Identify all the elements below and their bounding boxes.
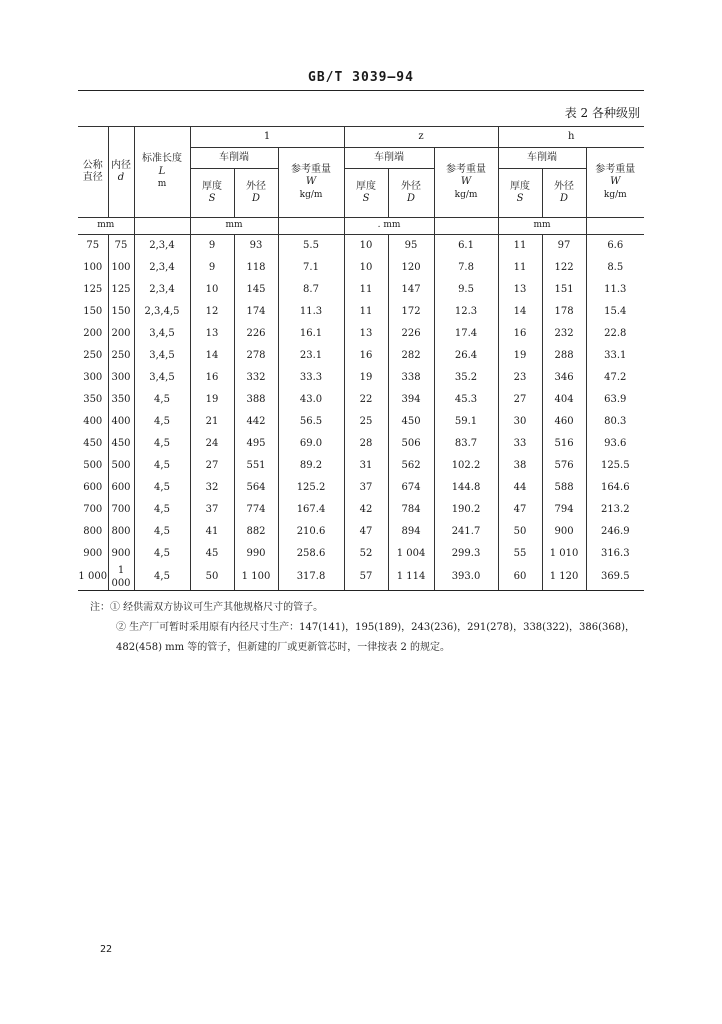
cell-s3: 11 xyxy=(498,257,542,279)
cell-w3: 93.6 xyxy=(586,433,644,455)
cell-s2: 19 xyxy=(344,367,388,389)
cell-d1: 93 xyxy=(234,235,278,258)
page-number: 22 xyxy=(100,944,113,955)
cell-w3: 369.5 xyxy=(586,565,644,591)
cell-dn: 150 xyxy=(78,301,108,323)
note-2: ② 生产厂可暂时采用原有内径尺寸生产：147(141)，195(189)，243(236)，291(278)，338(322)，386(368)，482(458) mm 等的管子，但新建的厂或更新管芯时，一律按表 2 的规定。 xyxy=(116,622,636,653)
cell-d1: 495 xyxy=(234,433,278,455)
table-row xyxy=(78,433,644,455)
cell-L: 2,3,4 xyxy=(134,257,190,279)
cell-w1: 43.0 xyxy=(278,389,344,411)
cell-w1: 258.6 xyxy=(278,543,344,565)
cell-d3: 404 xyxy=(542,389,586,411)
cell-w3: 63.9 xyxy=(586,389,644,411)
cell-w2: 35.2 xyxy=(434,367,498,389)
cell-d1: 332 xyxy=(234,367,278,389)
cell-s3: 50 xyxy=(498,521,542,543)
cell-d2: 506 xyxy=(388,433,434,455)
cell-s3: 19 xyxy=(498,345,542,367)
cell-d1: 990 xyxy=(234,543,278,565)
table-row xyxy=(78,235,644,258)
cell-s3: 14 xyxy=(498,301,542,323)
cell-s2: 28 xyxy=(344,433,388,455)
table-row xyxy=(78,411,644,433)
lathe-end-header-3: 车削端 xyxy=(498,148,586,169)
cell-d3: 516 xyxy=(542,433,586,455)
cell-w1: 210.6 xyxy=(278,521,344,543)
grade-table xyxy=(78,126,644,591)
cell-w1: 8.7 xyxy=(278,279,344,301)
lathe-end-header-1: 车削端 xyxy=(190,148,278,169)
cell-d1: 388 xyxy=(234,389,278,411)
ref-weight-header-1: 参考重量 W kg/m xyxy=(278,148,344,218)
cell-d: 900 xyxy=(108,543,134,565)
cell-s2: 57 xyxy=(344,565,388,591)
cell-w3: 316.3 xyxy=(586,543,644,565)
table-row xyxy=(78,323,644,345)
col-nominal-diameter: 公称直径 xyxy=(78,127,108,218)
cell-d3: 460 xyxy=(542,411,586,433)
cell-d1: 278 xyxy=(234,345,278,367)
cell-L: 2,3,4 xyxy=(134,235,190,258)
cell-w1: 33.3 xyxy=(278,367,344,389)
grade-header-3: h xyxy=(498,127,644,148)
cell-dn: 125 xyxy=(78,279,108,301)
cell-s1: 50 xyxy=(190,565,234,591)
cell-L: 4,5 xyxy=(134,543,190,565)
thickness-header-2: 厚度 S xyxy=(344,169,388,218)
cell-d: 450 xyxy=(108,433,134,455)
cell-s1: 13 xyxy=(190,323,234,345)
cell-d3: 288 xyxy=(542,345,586,367)
unit-row-weight-1 xyxy=(278,218,344,235)
cell-dn: 600 xyxy=(78,477,108,499)
cell-L: 2,3,4 xyxy=(134,279,190,301)
unit-row-weight-3 xyxy=(586,218,644,235)
cell-w3: 15.4 xyxy=(586,301,644,323)
cell-dn: 500 xyxy=(78,455,108,477)
cell-dn: 400 xyxy=(78,411,108,433)
cell-d2: 1 114 xyxy=(388,565,434,591)
cell-d3: 122 xyxy=(542,257,586,279)
cell-d1: 564 xyxy=(234,477,278,499)
cell-s2: 10 xyxy=(344,235,388,258)
cell-d: 75 xyxy=(108,235,134,258)
cell-w2: 9.5 xyxy=(434,279,498,301)
cell-d: 200 xyxy=(108,323,134,345)
table-row xyxy=(78,279,644,301)
cell-L: 4,5 xyxy=(134,411,190,433)
cell-d1: 774 xyxy=(234,499,278,521)
cell-d: 125 xyxy=(108,279,134,301)
cell-w3: 11.3 xyxy=(586,279,644,301)
cell-s3: 38 xyxy=(498,455,542,477)
unit-row-grade-1: mm xyxy=(190,218,278,235)
cell-d3: 346 xyxy=(542,367,586,389)
cell-d2: 394 xyxy=(388,389,434,411)
cell-d2: 120 xyxy=(388,257,434,279)
cell-w2: 45.3 xyxy=(434,389,498,411)
table-row xyxy=(78,477,644,499)
cell-s3: 55 xyxy=(498,543,542,565)
unit-row-grade-2: . mm xyxy=(344,218,434,235)
table-title: 表 2 各种级别 xyxy=(564,106,640,120)
cell-d3: 1 120 xyxy=(542,565,586,591)
cell-s1: 41 xyxy=(190,521,234,543)
grade-table-container xyxy=(78,126,644,591)
cell-d1: 551 xyxy=(234,455,278,477)
cell-dn: 900 xyxy=(78,543,108,565)
table-row xyxy=(78,345,644,367)
cell-s1: 27 xyxy=(190,455,234,477)
table-row xyxy=(78,499,644,521)
cell-dn: 1 000 xyxy=(78,565,108,591)
cell-s3: 13 xyxy=(498,279,542,301)
table-row xyxy=(78,565,644,591)
cell-L: 4,5 xyxy=(134,521,190,543)
cell-w1: 89.2 xyxy=(278,455,344,477)
table-row xyxy=(78,543,644,565)
cell-w3: 80.3 xyxy=(586,411,644,433)
cell-dn: 450 xyxy=(78,433,108,455)
thickness-header-1: 厚度 S xyxy=(190,169,234,218)
cell-L: 4,5 xyxy=(134,389,190,411)
table-row xyxy=(78,455,644,477)
cell-w1: 317.8 xyxy=(278,565,344,591)
cell-s3: 16 xyxy=(498,323,542,345)
table-row xyxy=(78,257,644,279)
cell-L: 3,4,5 xyxy=(134,345,190,367)
cell-s1: 9 xyxy=(190,235,234,258)
table-row xyxy=(78,301,644,323)
cell-s1: 14 xyxy=(190,345,234,367)
cell-d2: 282 xyxy=(388,345,434,367)
table-row xyxy=(78,521,644,543)
cell-s2: 37 xyxy=(344,477,388,499)
cell-w2: 144.8 xyxy=(434,477,498,499)
ref-weight-header-3: 参考重量 W kg/m xyxy=(586,148,644,218)
standard-number: GB/T 3039—94 xyxy=(308,70,414,85)
unit-row-length xyxy=(134,218,190,235)
cell-d3: 151 xyxy=(542,279,586,301)
cell-s2: 31 xyxy=(344,455,388,477)
cell-d2: 226 xyxy=(388,323,434,345)
cell-s3: 33 xyxy=(498,433,542,455)
cell-d2: 147 xyxy=(388,279,434,301)
cell-s1: 19 xyxy=(190,389,234,411)
cell-s3: 27 xyxy=(498,389,542,411)
cell-s2: 42 xyxy=(344,499,388,521)
cell-d: 700 xyxy=(108,499,134,521)
cell-d3: 900 xyxy=(542,521,586,543)
cell-d: 300 xyxy=(108,367,134,389)
cell-d: 600 xyxy=(108,477,134,499)
cell-s3: 44 xyxy=(498,477,542,499)
col-standard-length: 标准长度 L m xyxy=(134,127,190,218)
cell-L: 4,5 xyxy=(134,477,190,499)
cell-w3: 22.8 xyxy=(586,323,644,345)
unit-row-weight-2 xyxy=(434,218,498,235)
cell-L: 4,5 xyxy=(134,455,190,477)
outer-header-1: 外径 D xyxy=(234,169,278,218)
cell-w2: 393.0 xyxy=(434,565,498,591)
cell-s2: 52 xyxy=(344,543,388,565)
cell-s2: 16 xyxy=(344,345,388,367)
cell-w1: 69.0 xyxy=(278,433,344,455)
header-rule xyxy=(78,90,644,91)
unit-row-left: mm xyxy=(78,218,134,235)
cell-d3: 794 xyxy=(542,499,586,521)
cell-dn: 800 xyxy=(78,521,108,543)
cell-w2: 26.4 xyxy=(434,345,498,367)
cell-s1: 9 xyxy=(190,257,234,279)
thickness-header-3: 厚度 S xyxy=(498,169,542,218)
cell-d1: 174 xyxy=(234,301,278,323)
cell-s2: 11 xyxy=(344,301,388,323)
notes xyxy=(90,598,650,658)
cell-d3: 1 010 xyxy=(542,543,586,565)
cell-w3: 47.2 xyxy=(586,367,644,389)
cell-s1: 24 xyxy=(190,433,234,455)
cell-s1: 45 xyxy=(190,543,234,565)
outer-header-2: 外径 D xyxy=(388,169,434,218)
cell-d1: 882 xyxy=(234,521,278,543)
cell-s1: 16 xyxy=(190,367,234,389)
cell-d: 350 xyxy=(108,389,134,411)
lathe-end-header-2: 车削端 xyxy=(344,148,434,169)
grade-header-2: z xyxy=(344,127,498,148)
cell-d: 500 xyxy=(108,455,134,477)
cell-s3: 23 xyxy=(498,367,542,389)
cell-d: 100 xyxy=(108,257,134,279)
table-row xyxy=(78,389,644,411)
cell-w3: 246.9 xyxy=(586,521,644,543)
col-inner-diameter: 内径 d xyxy=(108,127,134,218)
cell-w2: 102.2 xyxy=(434,455,498,477)
cell-d2: 338 xyxy=(388,367,434,389)
cell-dn: 200 xyxy=(78,323,108,345)
grade-header-1: 1 xyxy=(190,127,344,148)
cell-s1: 12 xyxy=(190,301,234,323)
cell-w1: 125.2 xyxy=(278,477,344,499)
cell-w2: 12.3 xyxy=(434,301,498,323)
cell-w3: 213.2 xyxy=(586,499,644,521)
cell-d1: 442 xyxy=(234,411,278,433)
cell-w1: 5.5 xyxy=(278,235,344,258)
table-row xyxy=(78,367,644,389)
cell-dn: 300 xyxy=(78,367,108,389)
cell-s2: 13 xyxy=(344,323,388,345)
cell-w2: 190.2 xyxy=(434,499,498,521)
cell-w2: 241.7 xyxy=(434,521,498,543)
cell-d2: 562 xyxy=(388,455,434,477)
cell-L: 2,3,4,5 xyxy=(134,301,190,323)
cell-s3: 60 xyxy=(498,565,542,591)
cell-s3: 30 xyxy=(498,411,542,433)
cell-L: 4,5 xyxy=(134,433,190,455)
cell-w3: 164.6 xyxy=(586,477,644,499)
cell-s3: 11 xyxy=(498,235,542,258)
note-1: 注：① 经供需双方协议可生产其他规格尺寸的管子。 xyxy=(90,602,324,613)
cell-s1: 10 xyxy=(190,279,234,301)
cell-s1: 32 xyxy=(190,477,234,499)
table-body xyxy=(78,235,644,591)
cell-s2: 10 xyxy=(344,257,388,279)
cell-d1: 145 xyxy=(234,279,278,301)
cell-L: 4,5 xyxy=(134,565,190,591)
cell-dn: 75 xyxy=(78,235,108,258)
cell-w3: 6.6 xyxy=(586,235,644,258)
cell-dn: 700 xyxy=(78,499,108,521)
cell-d3: 97 xyxy=(542,235,586,258)
cell-w2: 17.4 xyxy=(434,323,498,345)
cell-d1: 226 xyxy=(234,323,278,345)
cell-w1: 167.4 xyxy=(278,499,344,521)
cell-s2: 47 xyxy=(344,521,388,543)
cell-w3: 8.5 xyxy=(586,257,644,279)
cell-dn: 350 xyxy=(78,389,108,411)
cell-d: 400 xyxy=(108,411,134,433)
cell-d3: 232 xyxy=(542,323,586,345)
cell-w1: 7.1 xyxy=(278,257,344,279)
cell-w2: 6.1 xyxy=(434,235,498,258)
cell-d1: 1 100 xyxy=(234,565,278,591)
cell-L: 3,4,5 xyxy=(134,323,190,345)
cell-w2: 299.3 xyxy=(434,543,498,565)
cell-dn: 250 xyxy=(78,345,108,367)
cell-d1: 118 xyxy=(234,257,278,279)
cell-d2: 894 xyxy=(388,521,434,543)
outer-header-3: 外径 D xyxy=(542,169,586,218)
cell-w1: 16.1 xyxy=(278,323,344,345)
ref-weight-header-2: 参考重量 W kg/m xyxy=(434,148,498,218)
cell-d: 800 xyxy=(108,521,134,543)
cell-d2: 172 xyxy=(388,301,434,323)
cell-d: 150 xyxy=(108,301,134,323)
cell-s2: 22 xyxy=(344,389,388,411)
cell-s3: 47 xyxy=(498,499,542,521)
unit-row-grade-3: mm xyxy=(498,218,586,235)
cell-d3: 576 xyxy=(542,455,586,477)
cell-d: 250 xyxy=(108,345,134,367)
cell-d3: 588 xyxy=(542,477,586,499)
cell-w1: 11.3 xyxy=(278,301,344,323)
cell-dn: 100 xyxy=(78,257,108,279)
cell-s2: 11 xyxy=(344,279,388,301)
cell-s1: 37 xyxy=(190,499,234,521)
cell-d3: 178 xyxy=(542,301,586,323)
cell-d2: 1 004 xyxy=(388,543,434,565)
cell-d2: 674 xyxy=(388,477,434,499)
cell-s2: 25 xyxy=(344,411,388,433)
cell-d2: 450 xyxy=(388,411,434,433)
cell-w3: 33.1 xyxy=(586,345,644,367)
cell-L: 3,4,5 xyxy=(134,367,190,389)
cell-w2: 7.8 xyxy=(434,257,498,279)
cell-d: 1 000 xyxy=(108,565,134,591)
cell-w2: 59.1 xyxy=(434,411,498,433)
cell-w1: 56.5 xyxy=(278,411,344,433)
cell-d2: 95 xyxy=(388,235,434,258)
cell-s1: 21 xyxy=(190,411,234,433)
cell-L: 4,5 xyxy=(134,499,190,521)
cell-w2: 83.7 xyxy=(434,433,498,455)
cell-d2: 784 xyxy=(388,499,434,521)
cell-w1: 23.1 xyxy=(278,345,344,367)
cell-w3: 125.5 xyxy=(586,455,644,477)
